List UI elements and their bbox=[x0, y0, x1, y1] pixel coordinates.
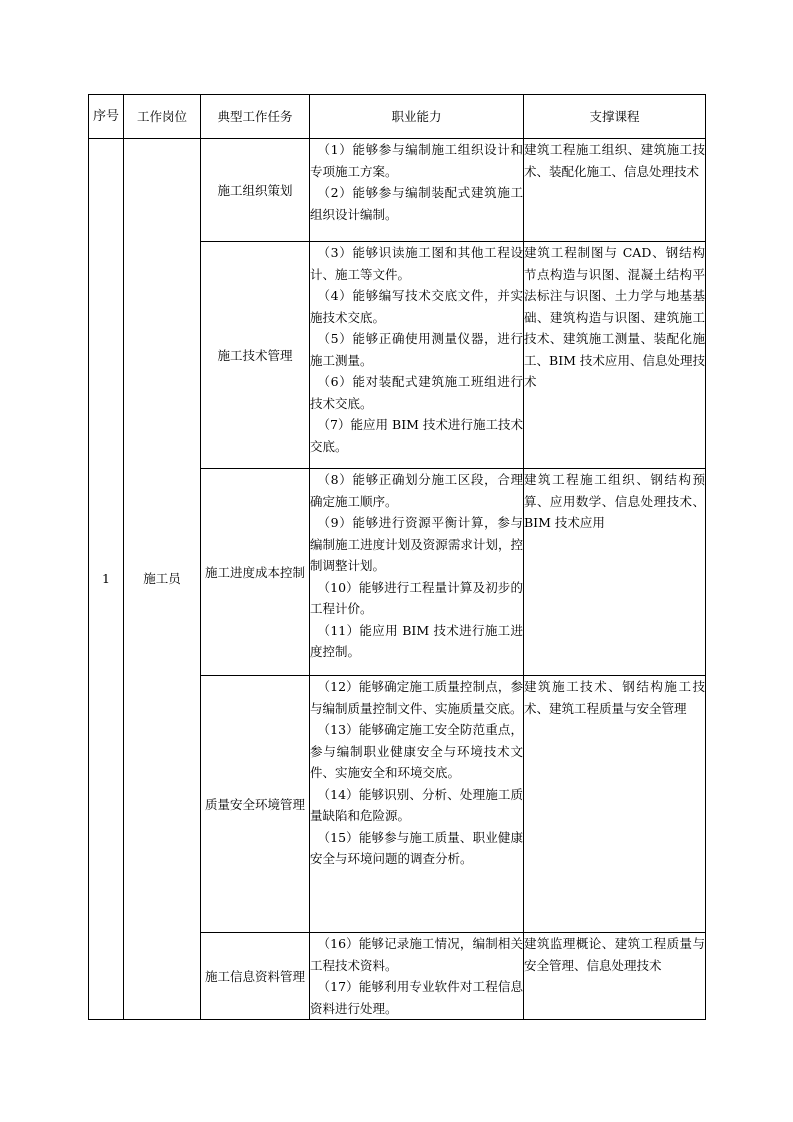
ability-item: （16）能够记录施工情况，编制相关工程技术资料。 bbox=[310, 936, 523, 973]
ability-item: （17）能够利用专业软件对工程信息资料进行处理。 bbox=[310, 979, 523, 1016]
course-cell: 建筑工程制图与 CAD、钢结构节点构造与识图、混凝土结构平法标注与识图、土力学与地基基础、建筑构造与识图、建筑施工技术、建筑施工测量、装配化施工、BIM 技术应用、信息处理技术 bbox=[524, 242, 706, 469]
ability-item: （6）能对装配式建筑施工班组进行技术交底。 bbox=[310, 374, 523, 411]
header-course: 支撑课程 bbox=[524, 95, 706, 139]
ability-item: （3）能够识读施工图和其他工程设计、施工等文件。 bbox=[310, 245, 523, 282]
task-cell: 施工技术管理 bbox=[201, 242, 310, 469]
ability-item: （4）能够编写技术交底文件，并实施技术交底。 bbox=[310, 288, 523, 325]
ability-cell bbox=[310, 676, 524, 933]
ability-item: （10）能够进行工程量计算及初步的工程计价。 bbox=[310, 579, 523, 616]
header-task: 典型工作任务 bbox=[201, 95, 310, 139]
position-cell: 施工员 bbox=[124, 139, 201, 1020]
ability-item: （11）能应用 BIM 技术进行施工进度控制。 bbox=[310, 622, 523, 659]
task-cell: 施工信息资料管理 bbox=[201, 933, 310, 1020]
ability-item: （8）能够正确划分施工区段，合理确定施工顺序。 bbox=[310, 472, 523, 509]
ability-item: （7）能应用 BIM 技术进行施工技术交底。 bbox=[310, 417, 523, 454]
header-seq: 序号 bbox=[89, 95, 124, 139]
ability-cell bbox=[310, 139, 524, 242]
task-cell: 质量安全环境管理 bbox=[201, 676, 310, 933]
ability-item: （5）能够正确使用测量仪器，进行施工测量。 bbox=[310, 331, 523, 368]
course-cell: 建筑工程施工组织、建筑施工技术、装配化施工、信息处理技术 bbox=[524, 139, 706, 242]
ability-item: （15）能够参与施工质量、职业健康安全与环境问题的调查分析。 bbox=[310, 829, 523, 866]
course-cell: 建筑施工技术、钢结构施工技术、建筑工程质量与安全管理 bbox=[524, 676, 706, 933]
curriculum-table bbox=[88, 94, 706, 1020]
ability-cell bbox=[310, 242, 524, 469]
ability-item: （13）能够确定施工安全防范重点，参与编制职业健康安全与环境技术文件、实施安全和环境交底。 bbox=[310, 722, 523, 780]
ability-item: （12）能够确定施工质量控制点，参与编制质量控制文件、实施质量交底。 bbox=[310, 679, 523, 716]
course-cell: 建筑工程施工组织、钢结构预算、应用数学、信息处理技术、BIM 技术应用 bbox=[524, 469, 706, 676]
ability-item: （9）能够进行资源平衡计算，参与编制施工进度计划及资源需求计划，控制调整计划。 bbox=[310, 515, 523, 573]
ability-cell bbox=[310, 933, 524, 1020]
ability-item: （14）能够识别、分析、处理施工质量缺陷和危险源。 bbox=[310, 786, 523, 823]
ability-item: （1）能够参与编制施工组织设计和专项施工方案。 bbox=[310, 142, 523, 179]
ability-item: （2）能够参与编制装配式建筑施工组织设计编制。 bbox=[310, 185, 523, 222]
task-cell: 施工进度成本控制 bbox=[201, 469, 310, 676]
task-cell: 施工组织策划 bbox=[201, 139, 310, 242]
header-row bbox=[89, 95, 706, 139]
table-row bbox=[89, 139, 706, 242]
ability-cell bbox=[310, 469, 524, 676]
seq-cell: 1 bbox=[89, 139, 124, 1020]
header-ability: 职业能力 bbox=[310, 95, 524, 139]
header-position: 工作岗位 bbox=[124, 95, 201, 139]
course-cell: 建筑监理概论、建筑工程质量与安全管理、信息处理技术 bbox=[524, 933, 706, 1020]
